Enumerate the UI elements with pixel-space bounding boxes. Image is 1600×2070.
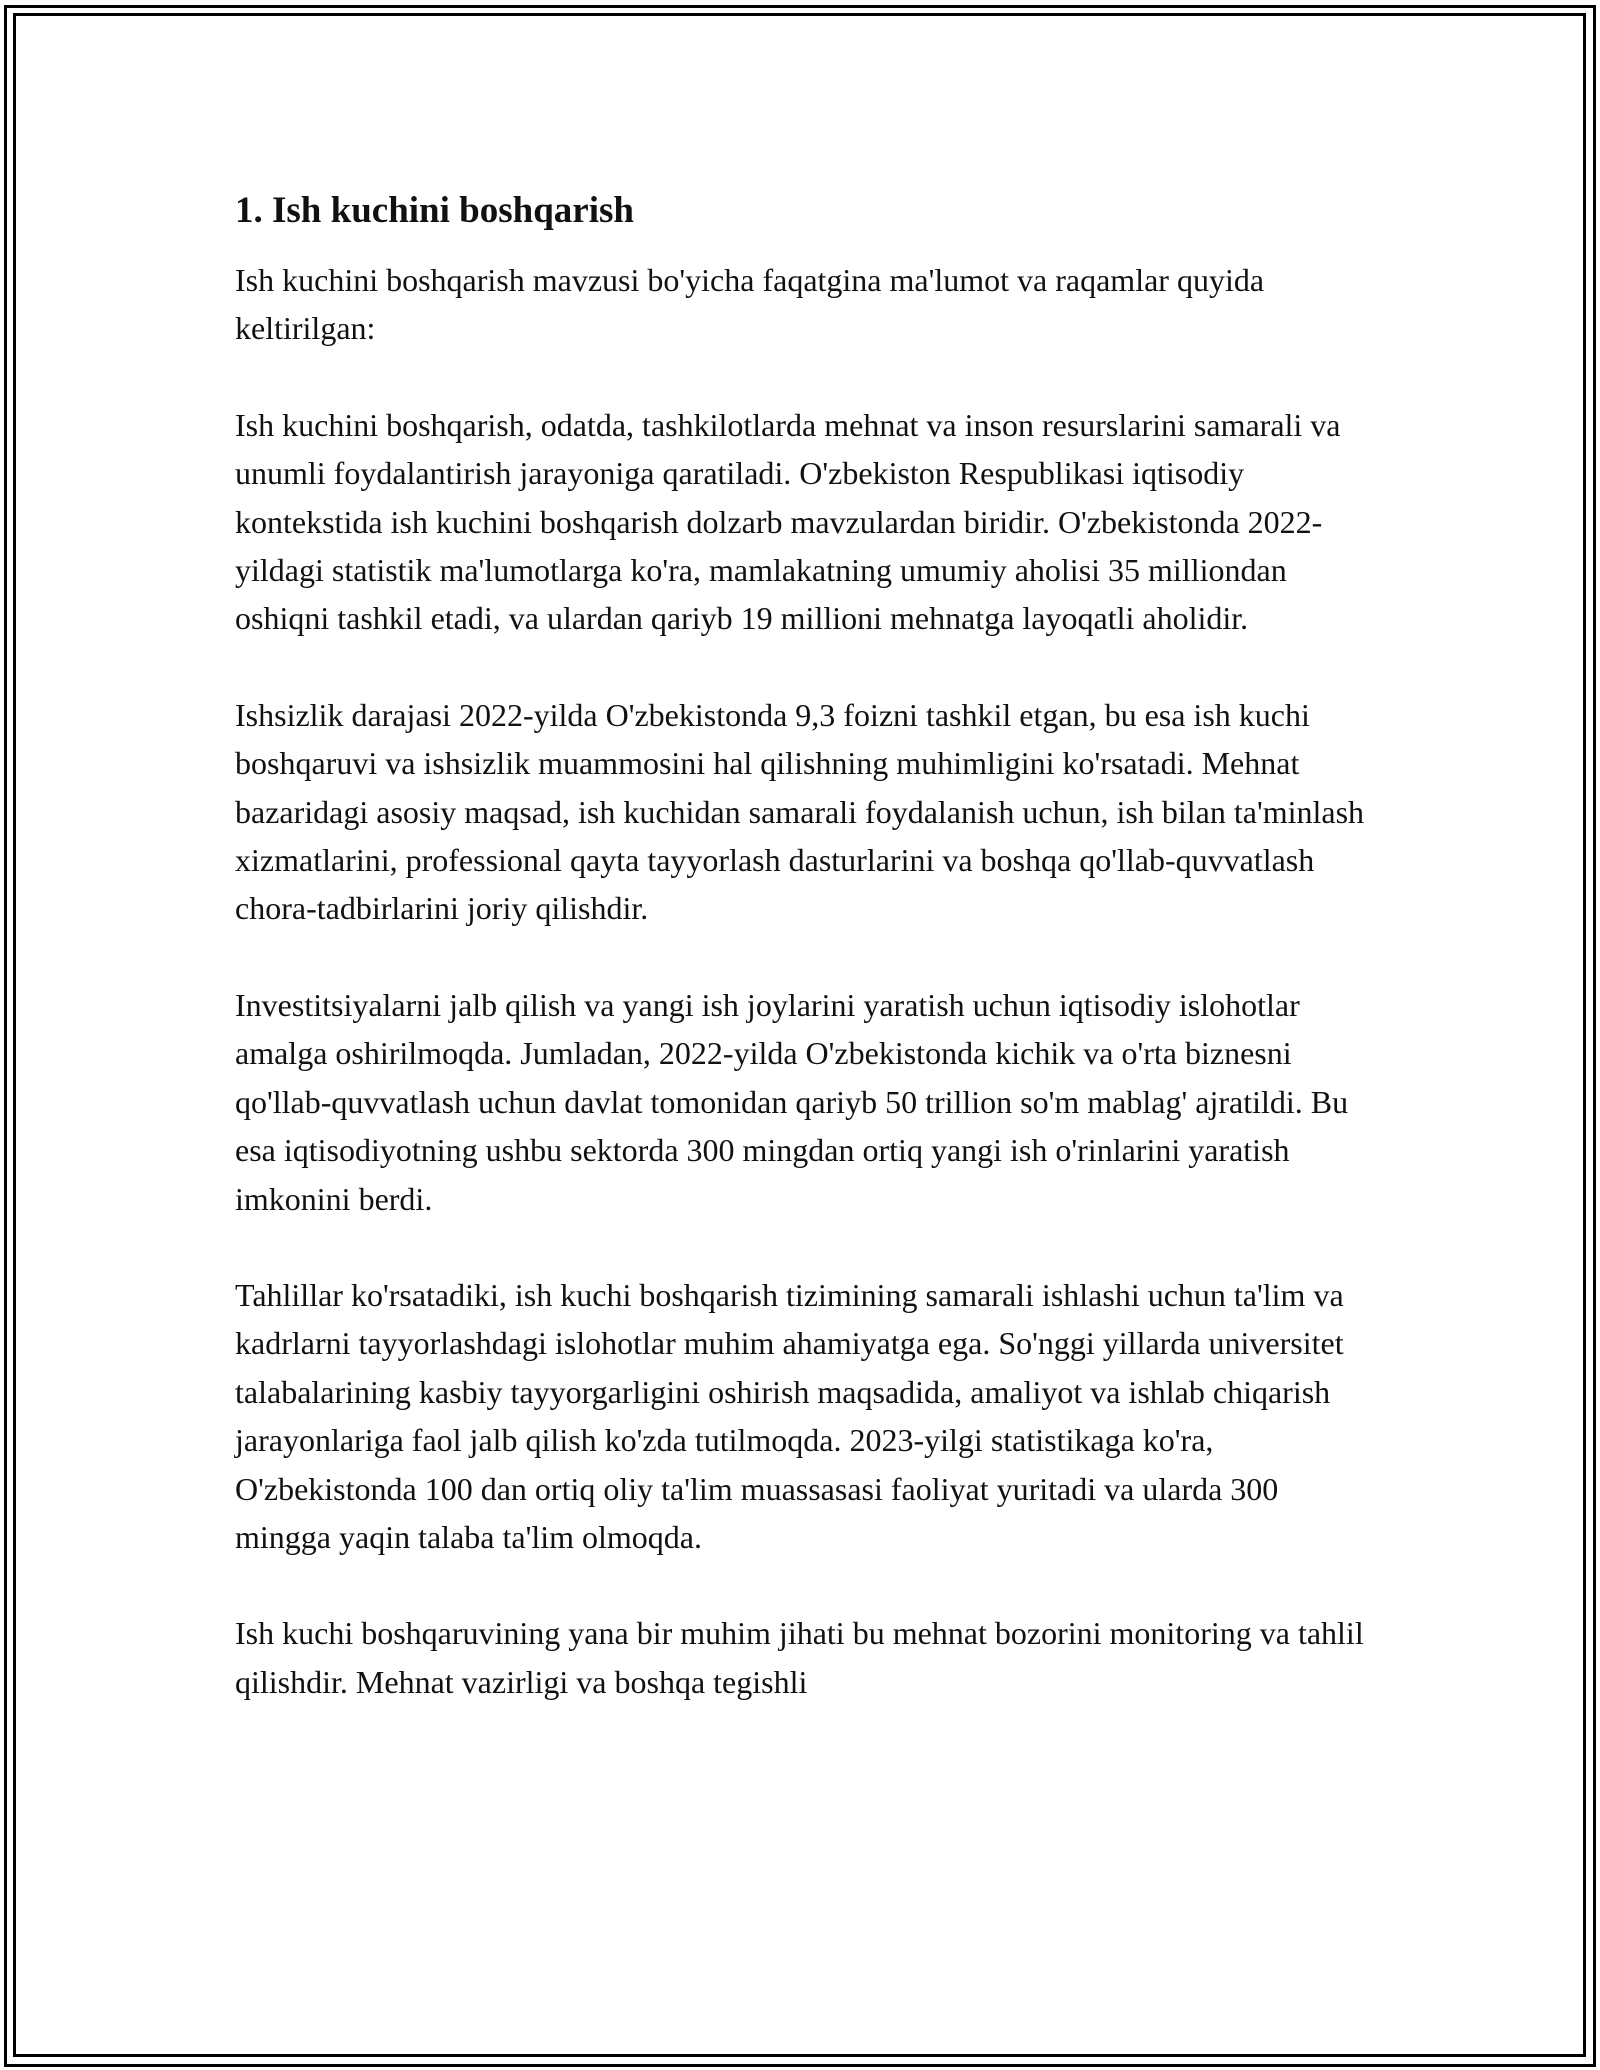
paragraph-overview: Ish kuchini boshqarish, odatda, tashkilotlarda mehnat va inson resurslarini samarali va unumli foydalantirish jarayoniga qaratiladi. O'zbekiston Respublikasi iqtisodiy kontekstida ish kuchini boshqarish dolzarb mavzulardan biridir. O'zbekistonda 2022-yildagi statistik ma'lumotlarga ko'ra, mamlakatning umumiy aholisi 35 milliondan oshiqni tashkil etadi, va ulardan qariyb 19 millioni mehnatga layoqatli aholidir. — [235, 406, 1341, 637]
paragraph-investment: Investitsiyalarni jalb qilish va yangi ish joylarini yaratish uchun iqtisodiy islohotlar amalga oshirilmoqda. Jumladan, 2022-yilda O'zbekistonda kichik va o'rta biznesni qo'llab-quvvatlash uchun davlat tomonidan qariyb 50 trillion so'm mablag' ajratildi. Bu esa iqtisodiyotning ushbu sektorda 300 mingdan ortiq yangi ish o'rinlarini yaratish imkonini berdi. — [235, 986, 1349, 1217]
paragraph-intro: Ish kuchini boshqarish mavzusi bo'yicha faqatgina ma'lumot va raqamlar quyida keltirilgan: — [235, 262, 1265, 347]
section-heading: 1. Ish kuchini boshqarish — [235, 190, 634, 231]
paragraph-education: Tahlillar ko'rsatadiki, ish kuchi boshqarish tizimining samarali ishlashi uchun ta'lim va kadrlarni tayyorlashdagi islohotlar muhim ahamiyatga ega. So'nggi yillarda universitet talabalarining kasbiy tayyorgarligini oshirish maqsadida, amaliyot va ishlab chiqarish jarayonlariga faol jalb qilish ko'zda tutilmoqda. 2023-yilgi statistikaga ko'ra, O'zbekistonda 100 dan ortiq oliy ta'lim muassasasi faoliyat yuritadi va ularda 300 mingga yaqin talaba ta'lim olmoqda. — [235, 1276, 1344, 1555]
paragraph-monitoring: Ish kuchi boshqaruvining yana bir muhim jihati bu mehnat bozorini monitoring va tahlil qilishdir. Mehnat vazirligi va boshqa tegishli — [235, 1615, 1364, 1700]
document-body — [235, 186, 1365, 1754]
paragraph-unemployment: Ishsizlik darajasi 2022-yilda O'zbekistonda 9,3 foizni tashkil etgan, bu esa ish kuchi boshqaruvi va ishsizlik muammosini hal qilishning muhimligini ko'rsatadi. Mehnat bazaridagi asosiy maqsad, ish kuchidan samarali foydalanish uchun, ish bilan ta'minlash xizmatlarini, professional qayta tayyorlash dasturlarini va boshqa qo'llab-quvvatlash chora-tadbirlarini joriy qilishdir. — [235, 696, 1365, 927]
